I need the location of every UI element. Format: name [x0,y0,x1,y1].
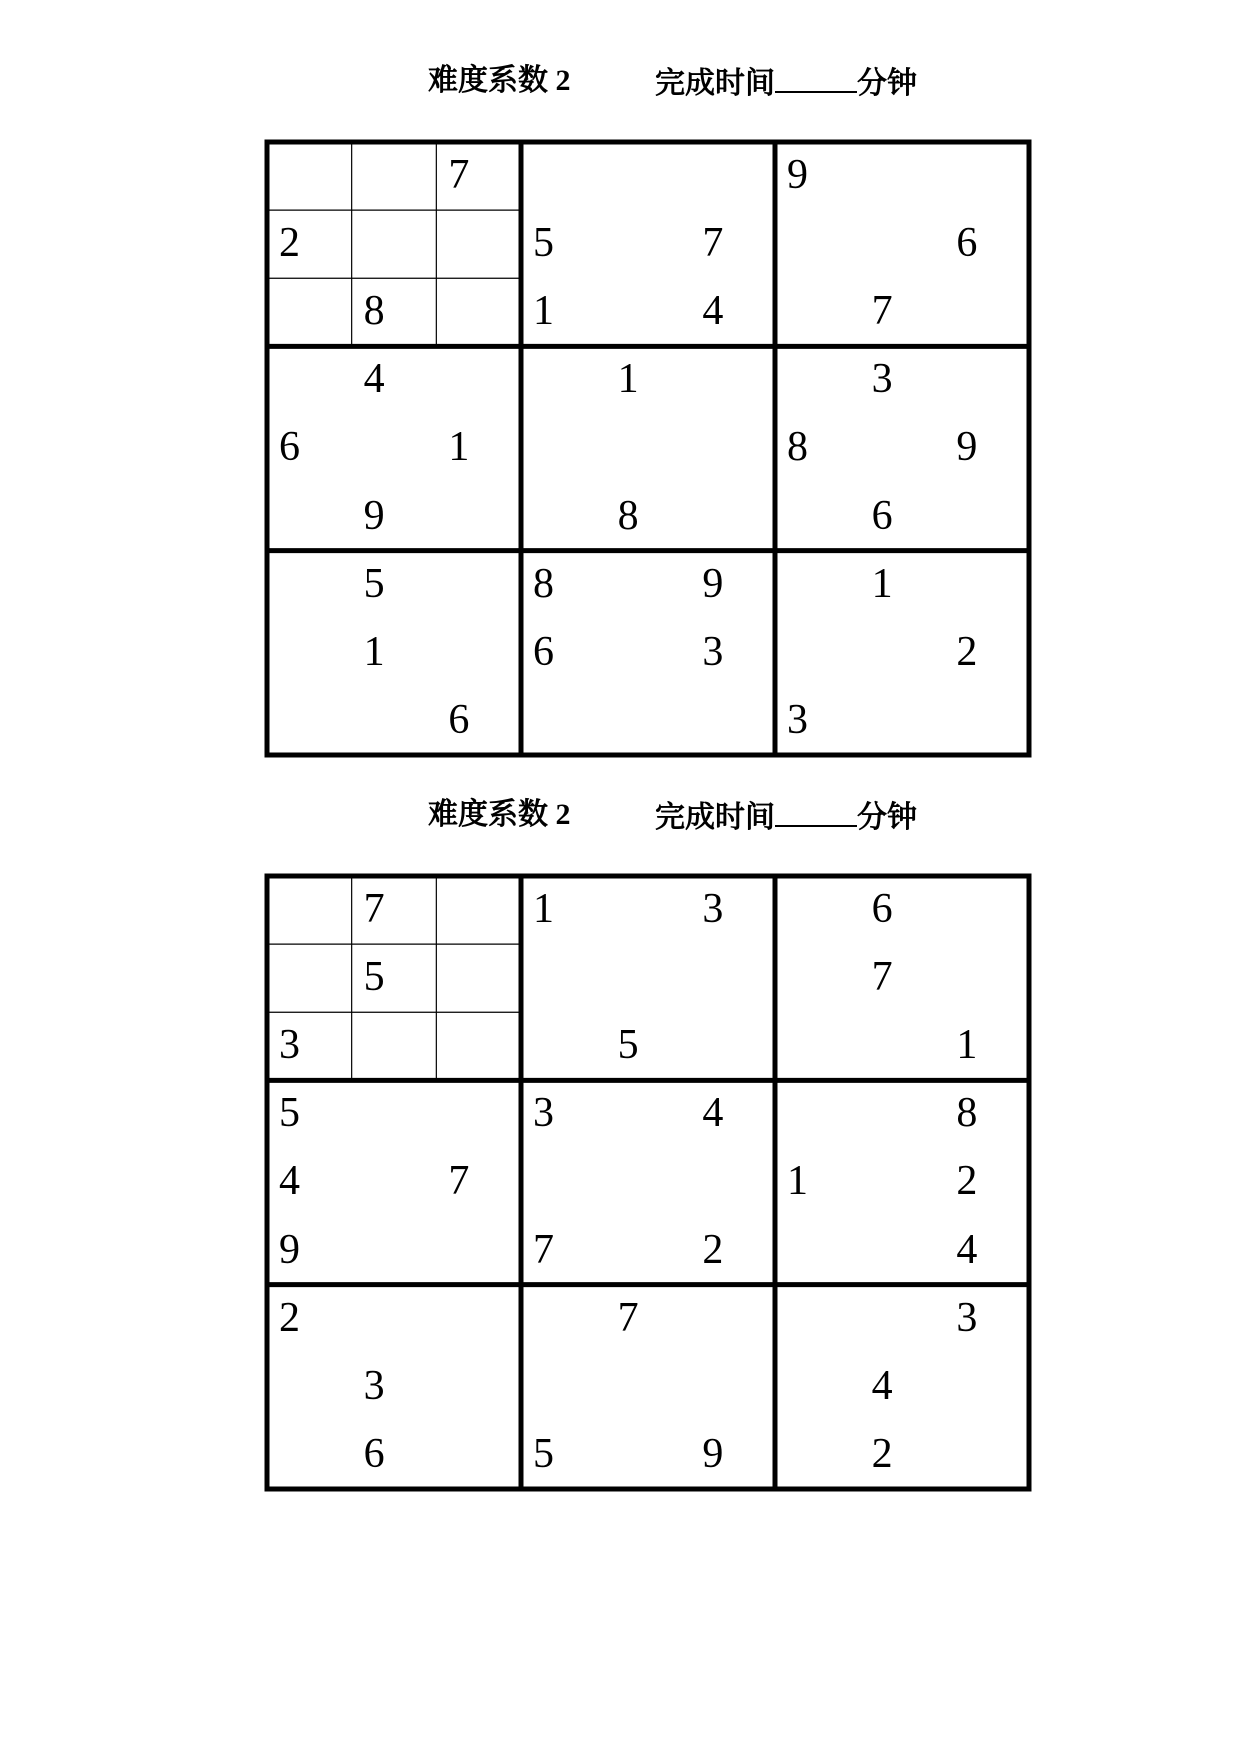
sudoku-cell[interactable] [523,687,607,754]
sudoku-cell[interactable] [438,1012,522,1079]
sudoku-cell[interactable] [523,1285,607,1352]
cell-digit: 7 [617,1294,639,1341]
sudoku-cell [692,1421,776,1488]
cell-digit: 8 [956,1090,978,1137]
sudoku-cell[interactable] [269,278,353,345]
sudoku-cell[interactable] [438,1217,522,1284]
sudoku-cell [438,687,522,754]
sudoku-cell[interactable] [777,346,861,413]
cell-digit: 7 [871,288,893,335]
cell-digit: 3 [363,1362,385,1409]
sudoku-cell[interactable] [692,1285,776,1352]
sudoku-cell[interactable] [354,687,438,754]
sudoku-cell[interactable] [777,1285,861,1352]
sudoku-cell [354,944,438,1011]
sudoku-cell[interactable] [777,1353,861,1420]
sudoku-cell [269,1217,353,1284]
sudoku-cell[interactable] [269,1353,353,1420]
cell-digit: 7 [871,954,893,1001]
sudoku-cell[interactable] [946,687,1030,754]
time-blank-line[interactable] [775,61,857,93]
sudoku-cell [354,278,438,345]
sudoku-cell[interactable] [438,210,522,277]
sudoku-cell[interactable] [608,210,692,277]
sudoku-cell[interactable] [692,687,776,754]
cell-digit: 4 [279,1158,300,1205]
sudoku-cell[interactable] [269,483,353,550]
sudoku-cell[interactable] [438,483,522,550]
sudoku-cell[interactable] [608,876,692,943]
cell-digit: 7 [702,220,724,267]
sudoku-cell[interactable] [608,619,692,686]
sudoku-cell[interactable] [777,1217,861,1284]
sudoku-cell [777,1148,861,1215]
sudoku-cell [692,619,776,686]
difficulty-label: 难度系数 2 [428,64,571,97]
sudoku-cell[interactable] [862,210,946,277]
sudoku-cell[interactable] [862,1285,946,1352]
cell-digit: 8 [363,288,385,335]
sudoku-cell[interactable] [692,1353,776,1420]
sudoku-cell[interactable] [608,551,692,618]
sudoku-cell [692,1080,776,1147]
sudoku-cell [692,1217,776,1284]
cell-digit: 1 [363,628,385,675]
sudoku-cell[interactable] [438,346,522,413]
cell-digit: 5 [363,560,385,607]
sudoku-cell[interactable] [354,1012,438,1079]
cell-digit: 6 [871,492,893,539]
cell-digit: 3 [702,886,724,932]
sudoku-cell [777,142,861,209]
sudoku-cell[interactable] [608,414,692,481]
sudoku-cell[interactable] [523,414,607,481]
sudoku-cell[interactable] [692,142,776,209]
sudoku-cell [862,876,946,943]
sudoku-cell [354,1353,438,1420]
time-blank-line[interactable] [775,795,857,827]
cell-digit: 2 [956,1158,978,1205]
cell-digit: 1 [787,1158,808,1205]
sudoku-cell [523,619,607,686]
sudoku-cell[interactable] [777,619,861,686]
sudoku-cell [946,1148,1030,1215]
sudoku-cell[interactable] [862,1080,946,1147]
cell-digit: 5 [279,1090,300,1137]
sudoku-cell [269,1012,353,1079]
sudoku-cell[interactable] [438,1353,522,1420]
sudoku-cell [946,1080,1030,1147]
sudoku-cell [608,346,692,413]
sudoku-cell[interactable] [692,414,776,481]
sudoku-cell[interactable] [438,278,522,345]
sudoku-cell [946,210,1030,277]
cell-digit: 8 [787,424,808,471]
sudoku-cell[interactable] [354,1285,438,1352]
sudoku-cell[interactable] [946,142,1030,209]
cell-digit: 6 [448,696,470,743]
sudoku-cell[interactable] [523,944,607,1011]
sudoku-cell [862,1353,946,1420]
sudoku-cell [946,414,1030,481]
sudoku-cell[interactable] [692,1012,776,1079]
sudoku-cell[interactable] [608,278,692,345]
sudoku-cell [523,1217,607,1284]
sudoku-cell[interactable] [354,1217,438,1284]
cell-digit: 7 [533,1226,554,1273]
completion-time-label [655,61,917,104]
sudoku-cell[interactable] [608,1353,692,1420]
cell-digit: 7 [363,886,385,932]
sudoku-cell[interactable] [354,1080,438,1147]
time-label-suffix: 分钟 [857,67,917,100]
cell-digit: 5 [617,1022,639,1069]
sudoku-cell [354,346,438,413]
sudoku-cell [523,551,607,618]
cell-digit: 5 [533,1430,554,1477]
sudoku-cell[interactable] [608,687,692,754]
sudoku-cell[interactable] [438,1421,522,1488]
cell-digit: 9 [702,1430,724,1477]
sudoku-cell[interactable] [354,1148,438,1215]
sudoku-cell [608,1285,692,1352]
sudoku-cell[interactable] [862,1012,946,1079]
cell-digit: 6 [533,628,554,675]
cell-digit: 1 [956,1022,978,1069]
sudoku-cell[interactable] [862,142,946,209]
cell-digit: 3 [702,628,724,675]
sudoku-cell [608,1012,692,1079]
sudoku-cell [862,944,946,1011]
sudoku-cell[interactable] [438,619,522,686]
sudoku-cell[interactable] [777,944,861,1011]
cell-digit: 4 [702,288,724,335]
sudoku-cell[interactable] [946,278,1030,345]
sudoku-cell[interactable] [946,1421,1030,1488]
sudoku-cell[interactable] [862,1217,946,1284]
cell-digit: 3 [956,1294,978,1341]
sudoku-cell [946,1012,1030,1079]
sudoku-cell [523,1421,607,1488]
cell-digit: 2 [871,1430,893,1477]
cell-digit: 5 [363,954,385,1001]
cell-digit: 1 [871,560,893,607]
sudoku-cell[interactable] [523,1148,607,1215]
sudoku-cell[interactable] [862,619,946,686]
sudoku-cell[interactable] [692,1148,776,1215]
sudoku-cell [692,278,776,345]
sudoku-cell[interactable] [438,1080,522,1147]
cell-digit: 4 [363,356,385,403]
sudoku-cell[interactable] [608,142,692,209]
cell-digit: 3 [871,356,893,403]
sudoku-cell [523,876,607,943]
sudoku-cell[interactable] [608,1080,692,1147]
sudoku-cell [438,1148,522,1215]
sudoku-cell [523,210,607,277]
sudoku-cell[interactable] [438,876,522,943]
sudoku-cell[interactable] [692,483,776,550]
cell-digit: 4 [702,1090,724,1137]
sudoku-cell[interactable] [354,210,438,277]
sudoku-cell [777,414,861,481]
cell-digit: 8 [617,492,639,539]
sudoku-cell [438,142,522,209]
cell-digit: 2 [702,1226,724,1273]
sudoku-cell[interactable] [946,944,1030,1011]
sudoku-cell[interactable] [523,1012,607,1079]
sudoku-cell[interactable] [269,142,353,209]
sudoku-cell[interactable] [269,687,353,754]
sudoku-cell [862,551,946,618]
sudoku-cell[interactable] [608,944,692,1011]
sudoku-cell [354,1421,438,1488]
cell-digit: 4 [871,1362,893,1409]
cell-digit: 4 [956,1226,978,1273]
sudoku-cell [269,414,353,481]
puzzle-2-header [0,795,1241,835]
sudoku-cell[interactable] [777,1012,861,1079]
cell-digit: 9 [279,1226,300,1273]
sudoku-cell[interactable] [862,687,946,754]
cell-digit: 2 [956,628,978,675]
time-label-suffix: 分钟 [857,801,917,834]
time-label-prefix: 完成时间 [655,67,775,100]
sudoku-cell[interactable] [692,944,776,1011]
sudoku-cell [862,278,946,345]
sudoku-cell[interactable] [777,551,861,618]
sudoku-cell [354,619,438,686]
sudoku-cell[interactable] [269,876,353,943]
sudoku-cell[interactable] [438,551,522,618]
sudoku-cell[interactable] [354,414,438,481]
sudoku-cell[interactable] [523,142,607,209]
cell-digit: 9 [787,152,808,198]
sudoku-cell[interactable] [946,1353,1030,1420]
sudoku-cell[interactable] [608,1217,692,1284]
sudoku-cell [354,876,438,943]
cell-digit: 2 [279,1294,300,1341]
sudoku-cell[interactable] [862,1148,946,1215]
sudoku-cell [269,210,353,277]
sudoku-cell [523,1080,607,1147]
sudoku-cell [269,1148,353,1215]
sudoku-cell[interactable] [523,483,607,550]
sudoku-cell [862,483,946,550]
sudoku-cell[interactable] [946,483,1030,550]
cell-digit: 3 [279,1022,300,1069]
sudoku-cell [608,483,692,550]
difficulty-label: 难度系数 2 [428,798,571,831]
cell-digit: 5 [533,220,554,267]
sudoku-cell [946,1217,1030,1284]
sudoku-cell[interactable] [777,1080,861,1147]
sudoku-cell [438,414,522,481]
sudoku-cell[interactable] [946,876,1030,943]
cell-digit: 7 [448,1158,470,1205]
sudoku-cell[interactable] [269,944,353,1011]
sudoku-cell[interactable] [946,346,1030,413]
cell-digit: 6 [363,1430,385,1477]
sudoku-cell [862,1421,946,1488]
sudoku-cell[interactable] [692,346,776,413]
cell-digit: 9 [702,560,724,607]
sudoku-cell [269,1285,353,1352]
cell-digit: 1 [617,356,639,403]
sudoku-grid-1 [267,142,1029,755]
completion-time-label [655,795,917,838]
sudoku-cell[interactable] [777,483,861,550]
cell-digit: 9 [363,492,385,539]
sudoku-cell [523,278,607,345]
sudoku-cell [946,619,1030,686]
sudoku-cell [269,1080,353,1147]
sudoku-cell[interactable] [777,1421,861,1488]
sudoku-cell[interactable] [777,876,861,943]
cell-digit: 3 [787,696,808,743]
cell-digit: 1 [533,886,554,932]
cell-digit: 3 [533,1090,554,1137]
cell-digit: 2 [279,220,300,267]
sudoku-cell[interactable] [438,944,522,1011]
cell-digit: 7 [448,152,470,198]
sudoku-cell[interactable] [777,210,861,277]
cell-digit: 8 [533,560,554,607]
sudoku-cell [862,346,946,413]
sudoku-cell[interactable] [523,346,607,413]
cell-digit: 1 [533,288,554,335]
sudoku-grid-2 [267,876,1029,1489]
time-label-prefix: 完成时间 [655,801,775,834]
sudoku-cell[interactable] [438,1285,522,1352]
sudoku-cell[interactable] [269,619,353,686]
sudoku-cell[interactable] [269,346,353,413]
sudoku-cell[interactable] [608,1421,692,1488]
sudoku-cell[interactable] [269,551,353,618]
sudoku-cell[interactable] [269,1421,353,1488]
sudoku-cell [692,210,776,277]
sudoku-cell [692,551,776,618]
sudoku-cell[interactable] [862,414,946,481]
puzzle-1-header [0,61,1241,101]
sudoku-cell [354,551,438,618]
cell-digit: 6 [956,220,978,267]
cell-digit: 1 [448,424,470,471]
cell-digit: 6 [279,424,300,471]
sudoku-cell [354,483,438,550]
sudoku-cell [692,876,776,943]
sudoku-cell [777,687,861,754]
sudoku-cell[interactable] [354,142,438,209]
sudoku-cell[interactable] [777,278,861,345]
sudoku-cell[interactable] [946,551,1030,618]
sudoku-cell[interactable] [608,1148,692,1215]
cell-digit: 9 [956,424,978,471]
sudoku-cell [946,1285,1030,1352]
sudoku-cell[interactable] [523,1353,607,1420]
cell-digit: 6 [871,886,893,932]
